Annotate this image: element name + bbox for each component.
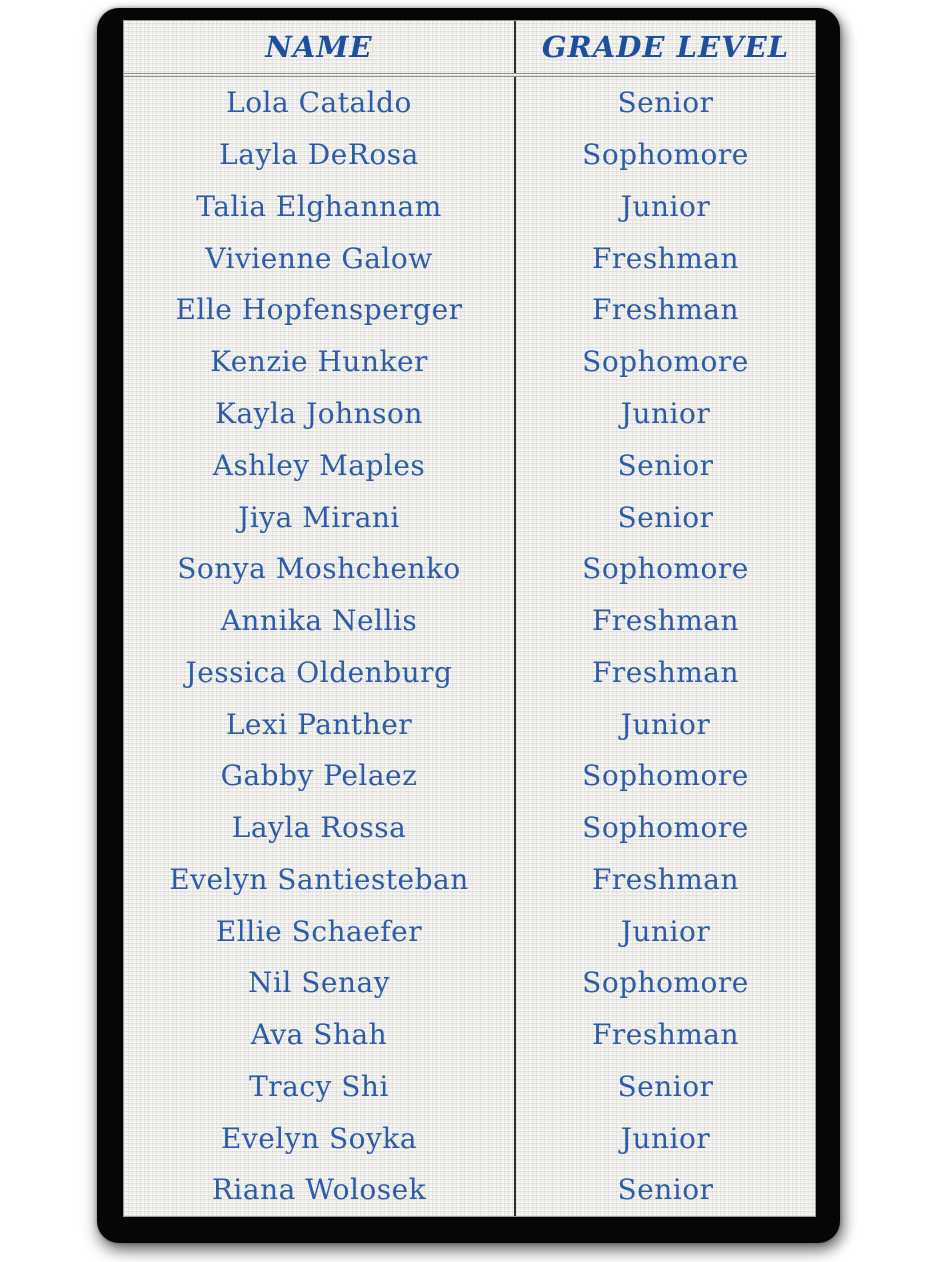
grade-level: Sophomore [514, 336, 815, 388]
table-row [124, 129, 815, 181]
student-name: Ellie Schaefer [215, 914, 423, 948]
table-row [124, 957, 815, 1009]
student-name: Evelyn Santiesteban [169, 862, 469, 896]
student-name: Jiya Mirani [238, 500, 400, 534]
column-header-grade-level: GRADE LEVEL [514, 21, 815, 73]
table-row [124, 232, 815, 284]
student-name: Sonya Moshchenko [177, 552, 461, 586]
student-name: Annika Nellis [220, 604, 418, 638]
column-header-name: NAME [265, 30, 373, 64]
grade-level: Sophomore [514, 129, 815, 181]
table-row [124, 750, 815, 802]
table-header [124, 21, 815, 77]
grade-level: Senior [514, 491, 815, 543]
grade-level: Freshman [514, 853, 815, 905]
grade-level: Freshman [514, 232, 815, 284]
grade-level: Senior [514, 1164, 815, 1216]
grade-level: Freshman [514, 646, 815, 698]
table-row [124, 336, 815, 388]
student-name: Jessica Oldenburg [185, 655, 453, 689]
student-name: Ava Shah [250, 1018, 388, 1052]
table-row [124, 595, 815, 647]
student-name: Lola Cataldo [226, 86, 412, 120]
grade-level: Junior [514, 181, 815, 233]
student-name: Vivienne Galow [205, 241, 433, 275]
table-row [124, 802, 815, 854]
table-row [124, 77, 815, 129]
table-row [124, 1009, 815, 1061]
grade-level: Junior [514, 698, 815, 750]
student-name: Evelyn Soyka [220, 1121, 418, 1155]
grade-level: Junior [514, 905, 815, 957]
table-row [124, 439, 815, 491]
grade-level: Junior [514, 1112, 815, 1164]
table-row [124, 181, 815, 233]
table-row [124, 284, 815, 336]
student-name: Ashley Maples [212, 448, 426, 482]
table-row [124, 491, 815, 543]
table-row [124, 1061, 815, 1113]
student-name: Layla Rossa [231, 811, 407, 845]
student-name: Talia Elghannam [196, 189, 442, 223]
table-row [124, 905, 815, 957]
grade-level: Senior [514, 77, 815, 129]
grade-level: Freshman [514, 284, 815, 336]
grade-level: Senior [514, 439, 815, 491]
grade-level: Sophomore [514, 543, 815, 595]
grade-level: Freshman [514, 595, 815, 647]
student-name: Tracy Shi [249, 1069, 389, 1103]
table-row [124, 853, 815, 905]
grade-level: Freshman [514, 1009, 815, 1061]
table-row [124, 1164, 815, 1216]
grade-level: Senior [514, 1061, 815, 1113]
grade-level: Sophomore [514, 802, 815, 854]
student-name: Kayla Johnson [215, 396, 423, 430]
table-row [124, 543, 815, 595]
student-name: Riana Wolosek [211, 1173, 427, 1207]
table-row [124, 388, 815, 440]
table-row [124, 646, 815, 698]
student-name: Layla DeRosa [219, 138, 419, 172]
table-row [124, 1112, 815, 1164]
grade-level: Sophomore [514, 750, 815, 802]
student-name: Kenzie Hunker [210, 345, 428, 379]
table-row [124, 698, 815, 750]
table-body [124, 77, 815, 1216]
roster-table [123, 20, 816, 1217]
table-frame [97, 8, 840, 1243]
student-name: Nil Senay [247, 966, 391, 1000]
student-name: Elle Hopfensperger [175, 293, 463, 327]
student-name: Gabby Pelaez [220, 759, 418, 793]
grade-level: Junior [514, 388, 815, 440]
grade-level: Sophomore [514, 957, 815, 1009]
student-name: Lexi Panther [225, 707, 413, 741]
